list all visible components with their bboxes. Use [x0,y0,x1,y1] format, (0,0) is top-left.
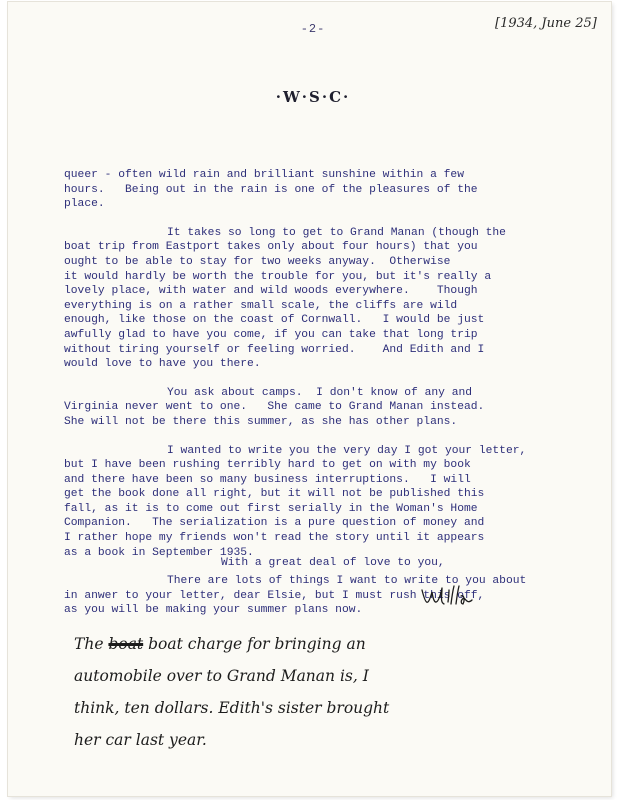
text-line: and there have been so many business interruptions. I will [64,473,471,486]
paragraph-1 [64,168,564,212]
archive-date-note: [1934, June 25] [495,16,597,31]
text-line: in anwer to your letter, dear Elsie, but I must rush this off, [64,589,485,602]
postscript-line: think, ten dollars. Edith's sister brought [74,699,390,717]
paragraph-5 [64,574,564,618]
text-line: ought to be able to stay for two weeks anyway. Otherwise [64,255,451,268]
letter-page [8,2,611,796]
text-line: queer - often wild rain and brilliant sunshine within a few [64,169,464,181]
text-line: Virginia never went to one. She came to Grand Manan instead. [64,401,485,414]
letter-body [64,168,564,618]
text-line: as a book in September 1935. [64,546,254,559]
text-line: It takes so long to get to Grand Manan (though the [167,226,506,239]
paragraph-2 [64,226,564,372]
postscript-word: boat charge for bringing an [148,635,366,653]
text-line: I rather hope my friends won't read the story until it appears [64,532,485,545]
text-line: everything is on a rather small scale, the cliffs are wild [64,299,458,312]
handwritten-signature [418,582,478,612]
handwritten-postscript [74,628,594,756]
text-line: hours. Being out in the rain is one of the pleasures of the [64,183,478,196]
paragraph-4 [64,444,564,561]
postscript-line: automobile over to Grand Manan is, I [74,667,369,685]
paragraph-3 [64,386,564,430]
postscript-line [74,628,594,660]
text-line: enough, like those on the coast of Cornwall. I would be just [64,314,485,327]
text-line: would love to have you there. [64,358,261,371]
text-line: without tiring yourself or feeling worried. And Edith and I [64,343,485,356]
text-line: but I have been rushing terribly hard to get on with my book [64,459,471,472]
text-line: awfully glad to have you come, if you can take that long trip [64,328,478,341]
struck-word: boat [108,635,144,653]
page-number: -2- [300,22,326,36]
letterhead-monogram: ·W·S·C· [275,88,351,106]
text-line: it would hardly be worth the trouble for you, but it's really a [64,270,492,283]
text-line: get the book done all right, but it will not be published this [64,488,485,501]
text-line: She will not be there this summer, as she has other plans. [64,415,458,428]
postscript-word: The [74,635,104,653]
postscript-line: her car last year. [74,731,207,749]
text-line: There are lots of things I want to write to you about [167,575,527,588]
text-line: fall, as it is to come out first serially in the Woman's Home [64,502,478,515]
text-line: I wanted to write you the very day I got your letter, [167,444,527,457]
text-line: boat trip from Eastport takes only about four hours) that you [64,241,478,254]
text-line: place. [64,198,105,211]
text-line: lovely place, with water and wild woods everywhere. Though [64,285,478,298]
text-line: Companion. The serialization is a pure question of money and [64,517,485,530]
closing-line: With a great deal of love to you, [221,557,445,569]
text-line: as you will be making your summer plans now. [64,604,363,617]
text-line: You ask about camps. I don't know of any and [167,386,473,399]
